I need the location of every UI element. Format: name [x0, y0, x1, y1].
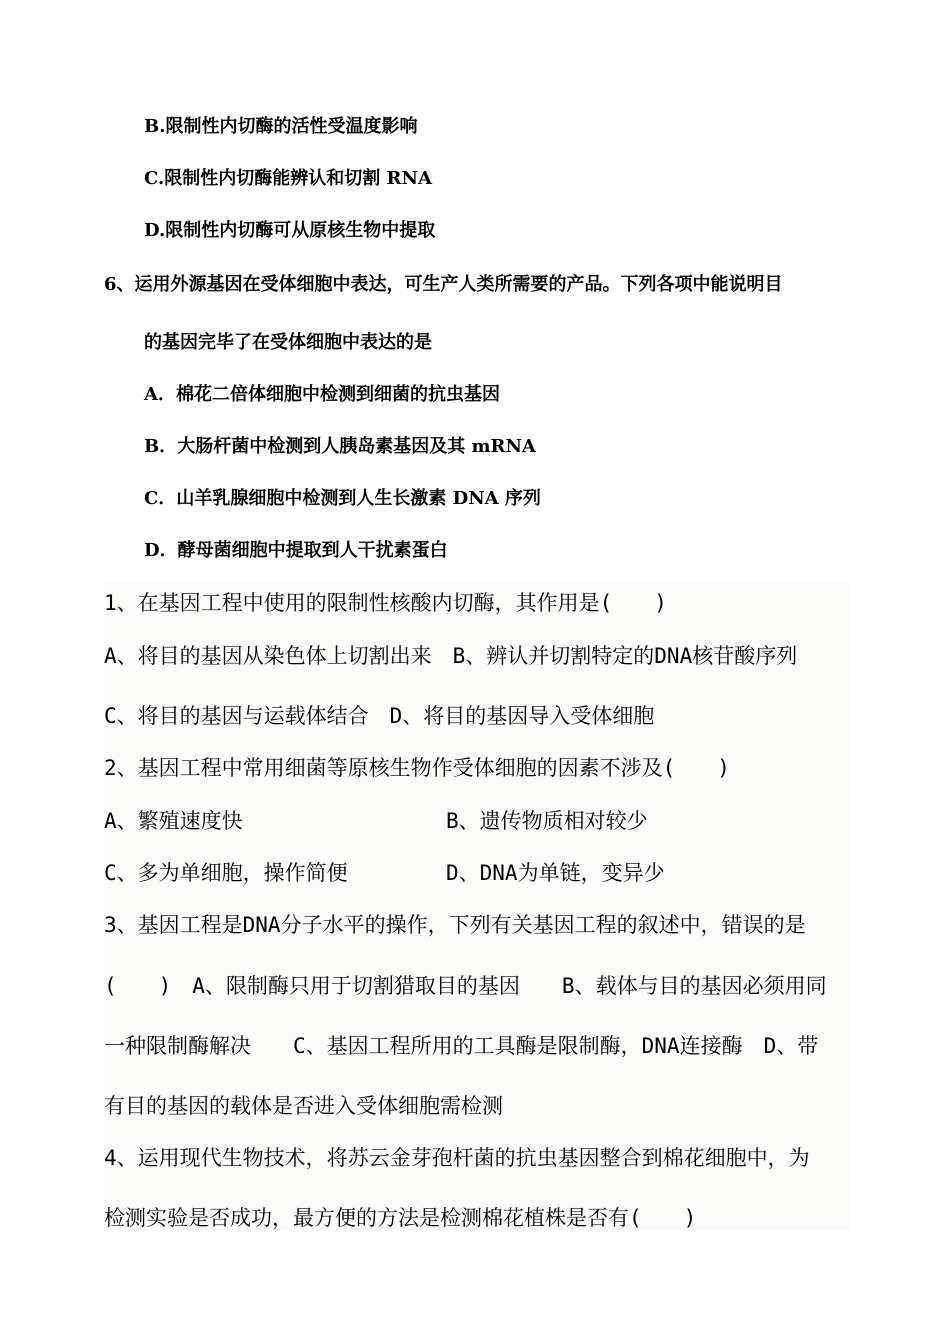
- q3-line2: ( ) A、限制酶只用于切割猎取目的基因 B、载体与目的基因必须用同: [104, 974, 827, 998]
- q6-option-d: D．酵母菌细胞中提取到人干扰素蛋白: [144, 540, 448, 561]
- q6-stem-line2: 的基因完毕了在受体细胞中表达的是: [144, 332, 432, 353]
- shaded-question-block: [104, 582, 850, 1230]
- q1-stem: 1、在基因工程中使用的限制性核酸内切酶，其作用是( ): [104, 591, 667, 615]
- q2-option-c: C、多为单细胞，操作简便: [104, 861, 348, 885]
- q5-option-d: D.限制性内切酶可从原核生物中提取: [144, 220, 436, 241]
- q6-stem-line1: 6、运用外源基因在受体细胞中表达，可生产人类所需要的产品。下列各项中能说明目: [104, 274, 783, 295]
- q4-line1: 4、运用现代生物技术，将苏云金芽孢杆菌的抗虫基因整合到棉花细胞中，为: [104, 1146, 810, 1170]
- q1-options-cd: C、将目的基因与运载体结合 D、将目的基因导入受体细胞: [104, 704, 655, 728]
- q3-line4: 有目的基因的载体是否进入受体细胞需检测: [104, 1094, 503, 1118]
- q2-stem: 2、基因工程中常用细菌等原核生物作受体细胞的因素不涉及( ): [104, 756, 730, 780]
- q5-option-b: B.限制性内切酶的活性受温度影响: [144, 116, 418, 137]
- q2-option-a: A、繁殖速度快: [104, 809, 243, 833]
- q6-option-a: A．棉花二倍体细胞中检测到细菌的抗虫基因: [144, 384, 500, 405]
- q5-option-c: C.限制性内切酶能辨认和切割 RNA: [144, 168, 432, 189]
- q4-line2: 检测实验是否成功，最方便的方法是检测棉花植株是否有( ): [104, 1206, 697, 1230]
- q6-option-c: C．山羊乳腺细胞中检测到人生长激素 DNA 序列: [144, 488, 541, 509]
- q1-options-ab: A、将目的基因从染色体上切割出来 B、辨认并切割特定的DNA核苷酸序列: [104, 644, 798, 668]
- q2-option-d: D、DNA为单链，变异少: [446, 861, 665, 885]
- q2-option-b: B、遗传物质相对较少: [446, 809, 648, 833]
- q3-line1: 3、基因工程是DNA分子水平的操作，下列有关基因工程的叙述中，错误的是: [104, 913, 806, 937]
- q3-line3: 一种限制酶解决 C、基因工程所用的工具酶是限制酶，DNA连接酶 D、带: [104, 1034, 819, 1058]
- q6-option-b: B．大肠杆菌中检测到人胰岛素基因及其 mRNA: [144, 436, 536, 457]
